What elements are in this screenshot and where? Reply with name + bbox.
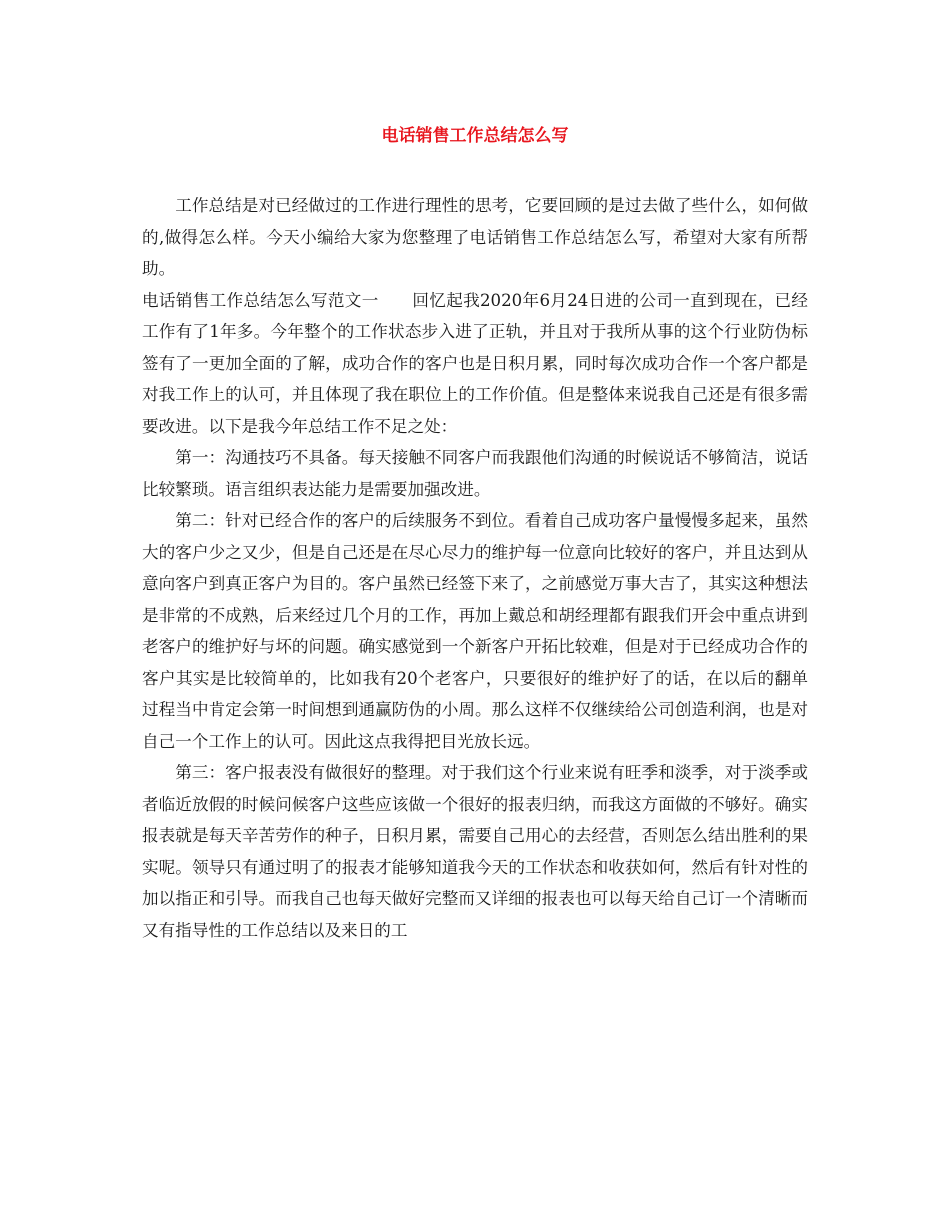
document-body: [142, 190, 808, 946]
sample-heading: 电话销售工作总结怎么写范文一: [142, 290, 379, 310]
point-1-paragraph: 第一：沟通技巧不具备。每天接触不同客户而我跟他们沟通的时候说话不够简洁，说话比较繁琐。语言组织表达能力是需要加强改进。: [142, 448, 808, 499]
document-title: 电话销售工作总结怎么写: [381, 126, 569, 146]
sample-paragraph: [142, 285, 808, 443]
sample-heading-gap: [379, 291, 413, 310]
point-3-paragraph: 第三：客户报表没有做很好的整理。对于我们这个行业来说有旺季和淡季，对于淡季或者临近放假的时候问候客户这些应该做一个很好的报表归纳，而我这方面做的不够好。确实报表就是每天辛苦劳作的种子，日积月累，需要自己用心的去经营，否则怎么结出胜利的果实呢。领导只有通过明了的报表才能够知道我今天的工作状态和收获如何，然后有针对性的加以指正和引导。而我自己也每天做好完整而又详细的报表也可以每天给自己订一个清晰而又有指导性的工作总结以及来日的工: [142, 763, 808, 940]
sample-intro-text: 回忆起我2020年6月24日进的公司一直到现在，已经工作有了1年多。今年整个的工作状态步入进了正轨，并且对于我所从事的这个行业防伪标签有了一更加全面的了解，成功合作的客户也是日积月累，同时每次成功合作一个客户都是对我工作上的认可，并且体现了我在职位上的工作价值。但是整体来说我自己还是有很多需要改进。以下是我今年总结工作不足之处：: [142, 290, 809, 436]
point-2-paragraph: 第二：针对已经合作的客户的后续服务不到位。看着自己成功客户量慢慢多起来，虽然大的客户少之又少，但是自己还是在尽心尽力的维护每一位意向比较好的客户，并且达到从意向客户到真正客户为目的。客户虽然已经签下来了，之前感觉万事大吉了，其实这种想法是非常的不成熟，后来经过几个月的工作，再加上戴总和胡经理都有跟我们开会中重点讲到老客户的维护好与坏的问题。确实感觉到一个新客户开拓比较难，但是对于已经成功合作的客户其实是比较简单的，比如我有20个老客户，只要很好的维护好了的话，在以后的翻单过程当中肯定会第一时间想到通赢防伪的小周。那么这样不仅继续给公司创造利润，也是对自己一个工作上的认可。因此这点我得把目光放长远。: [142, 511, 808, 751]
intro-paragraph: 工作总结是对已经做过的工作进行理性的思考，它要回顾的是过去做了些什么，如何做的,做得怎么样。今天小编给大家为您整理了电话销售工作总结怎么写，希望对大家有所帮助。: [142, 196, 808, 278]
